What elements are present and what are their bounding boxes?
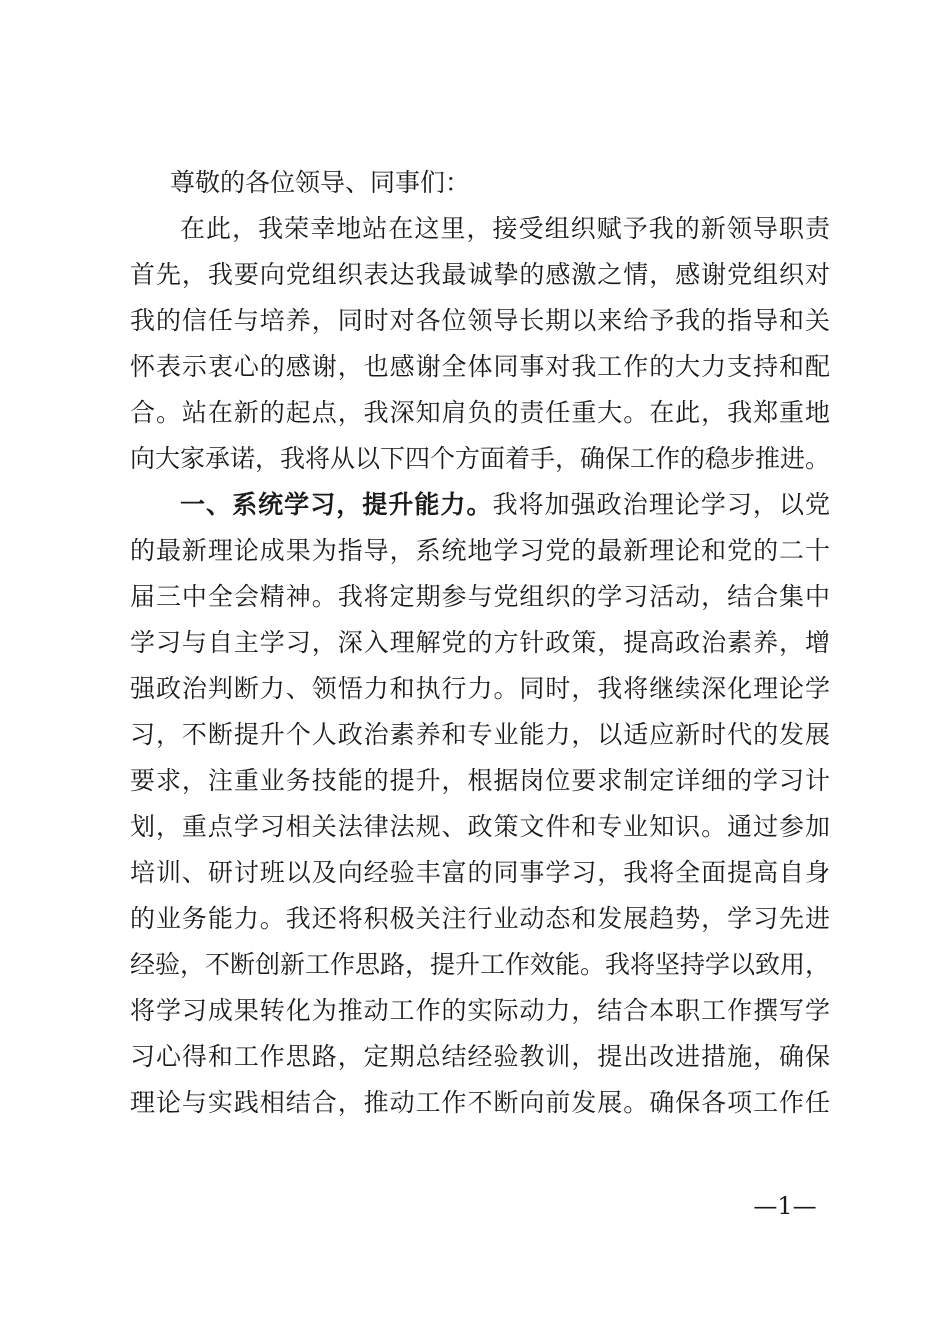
section-1-line: 划，重点学习相关法律法规、政策文件和专业知识。通过参加 bbox=[130, 812, 830, 841]
intro-line: 合。站在新的起点，我深知肩负的责任重大。在此，我郑重地 bbox=[130, 398, 830, 427]
intro-line: 怀表示衷心的感谢，也感谢全体同事对我工作的大力支持和配 bbox=[130, 352, 830, 381]
section-1-line: 强政治判断力、领悟力和执行力。同时，我将继续深化理论学 bbox=[130, 674, 830, 703]
section-1-line: 习心得和工作思路，定期总结经验教训，提出改进措施，确保 bbox=[130, 1042, 830, 1071]
section-1-line: 习，不断提升个人政治素养和专业能力，以适应新时代的发展 bbox=[130, 720, 830, 749]
intro-line: 在此，我荣幸地站在这里，接受组织赋予我的新领导职责 bbox=[180, 214, 830, 243]
section-1-line: 的最新理论成果为指导，系统地学习党的最新理论和党的二十 bbox=[130, 536, 830, 565]
page-number: —1— bbox=[753, 1192, 817, 1220]
section-1-heading: 一、系统学习，提升能力。 bbox=[180, 490, 493, 519]
section-1-line: 理论与实践相结合，推动工作不断向前发展。确保各项工作任 bbox=[130, 1088, 830, 1117]
section-1-line: 经验，不断创新工作思路，提升工作效能。我将坚持学以致用， bbox=[130, 950, 831, 979]
intro-line: 向大家承诺，我将从以下四个方面着手，确保工作的稳步推进。 bbox=[130, 444, 831, 473]
greeting: 尊敬的各位领导、同事们： bbox=[170, 168, 471, 197]
section-1-line: 学习与自主学习，深入理解党的方针政策，提高政治素养，增 bbox=[130, 628, 830, 657]
section-1-first-line bbox=[130, 482, 830, 528]
section-1-line: 培训、研讨班以及向经验丰富的同事学习，我将全面提高自身 bbox=[130, 858, 830, 887]
section-1-line: 的业务能力。我还将积极关注行业动态和发展趋势，学习先进 bbox=[130, 904, 830, 933]
body-text bbox=[130, 160, 830, 1126]
section-1-line: 要求，注重业务技能的提升，根据岗位要求制定详细的学习计 bbox=[130, 766, 830, 795]
section-1-first-line-text: 我将加强政治理论学习，以党 bbox=[492, 490, 830, 519]
section-1-line: 届三中全会精神。我将定期参与党组织的学习活动，结合集中 bbox=[130, 582, 830, 611]
intro-line: 首先，我要向党组织表达我最诚挚的感激之情，感谢党组织对 bbox=[130, 260, 830, 289]
section-1-line: 将学习成果转化为推动工作的实际动力，结合本职工作撰写学 bbox=[130, 996, 830, 1025]
intro-line: 我的信任与培养，同时对各位领导长期以来给予我的指导和关 bbox=[130, 306, 830, 335]
